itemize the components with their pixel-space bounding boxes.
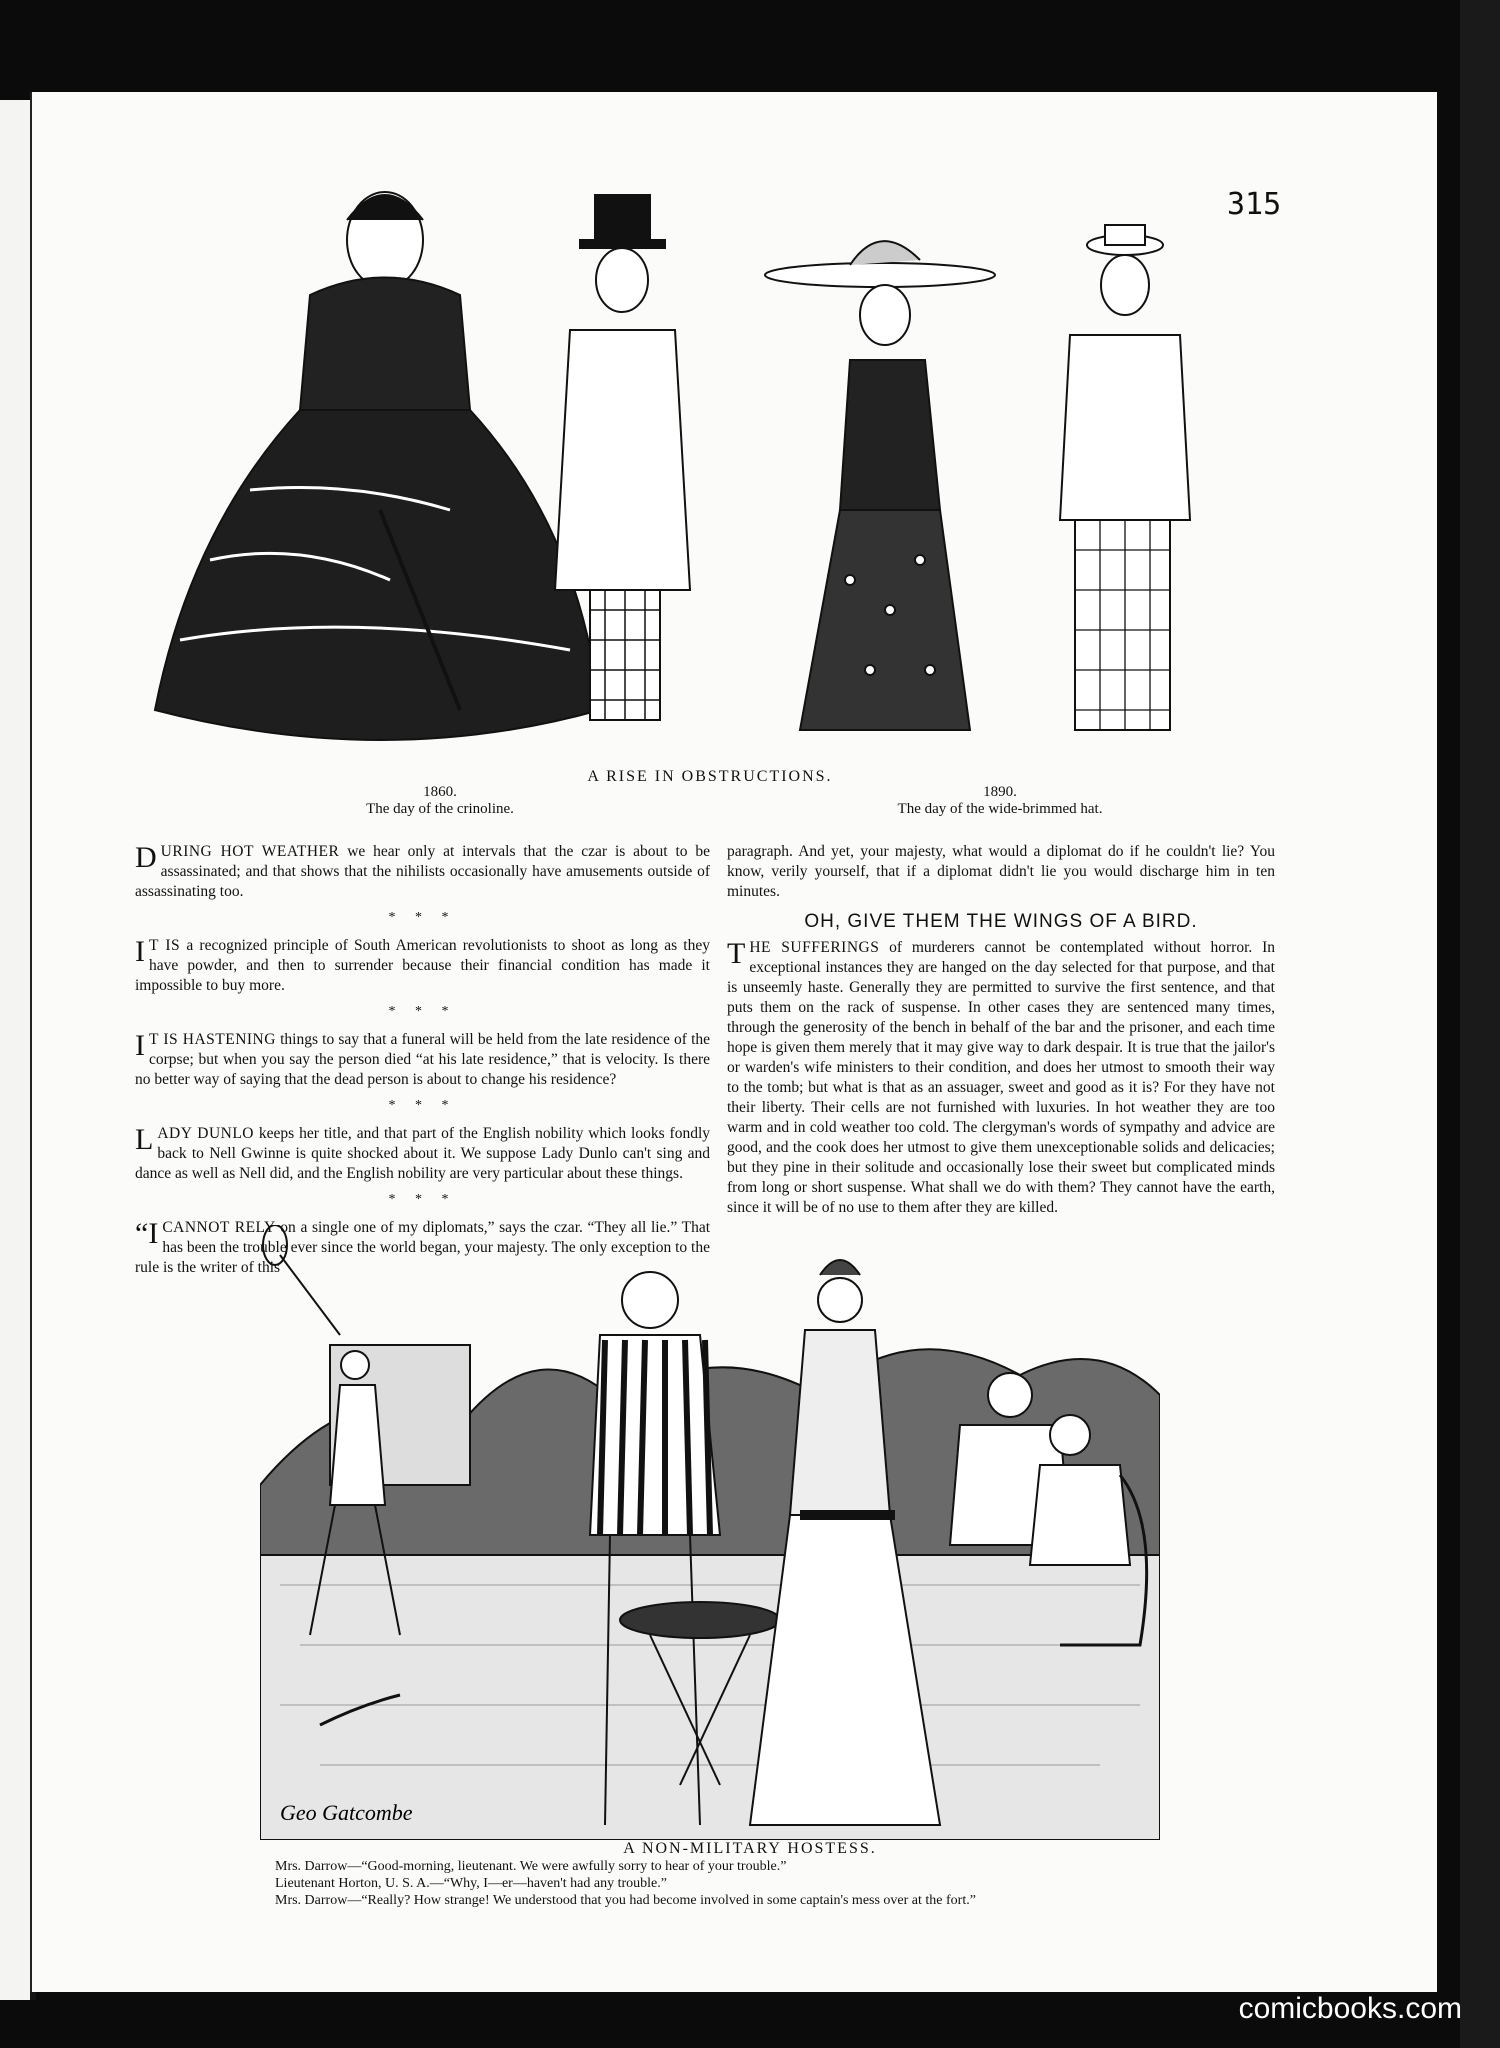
dropcap: I [135, 1029, 145, 1062]
separator: * * * [388, 1004, 457, 1019]
illustration-non-military-hostess [260, 1225, 1160, 1840]
dropcap: I [135, 935, 145, 968]
paragraph-text: things to say that a funeral will be held from the late residence of the corpse; but when you say the person died “at his late residence,” that is velocity. Is there no better way of saying that the dead person is about to change his residence? [135, 1031, 711, 1088]
paragraph-revolutionists [135, 936, 710, 996]
lead-caps: T IS HASTENING [149, 1031, 276, 1048]
paragraph-text: of murderers cannot be contemplated without horror. In exceptional instances they are hanged on the day selected for that purpose, and that is unseemly haste. Generally they are permitted to survive the first sentence, and that puts them on the rack of suspense. In other cases they are sentenced many times, through the generosity of the bench in behalf of the bar and the prisoner, and each time hope is given them merely that it may give way to dark despair. It is true that the jailor's or warden's wife ministers to their condition, and does her utmost to smooth their way to the tomb; but what is that as an assuager, sweet and good as it is? For they have not their liberty. Their cells are not furnished with luxuries. In hot weather they are too warm and in cold weather too cold. The clergyman's words of sympathy and advice are good, and the cook does her utmost to give them unexceptionable solids and delicacies; but they pine in their solitude and occasionally lose their sweet but complicated minds from long or short suspense. What shall we do with them? They cannot have the earth, since it will be of no use to them after they are killed. [727, 939, 1275, 1216]
lead-caps: HE SUFFERINGS [749, 939, 880, 956]
dialogue-line: Mrs. Darrow—“Good-morning, lieutenant. We were awfully sorry to hear of your trouble.” [275, 1859, 787, 1874]
text-column-left [135, 842, 710, 1284]
paragraph-text: a recognized principle of South American revolutionists to shoot as long as they have powder, and then to surrender because their financial condition has made it impossible to buy more. [135, 937, 710, 994]
paragraph-text: keeps her title, and that part of the English nobility which looks fondly back to Nell Gwinne is quite shocked about it. We suppose Lady Dunlo can't sing and dance as well as Nell did, and the English nobility are very particular about these things. [135, 1125, 711, 1182]
dropcap: L [135, 1123, 154, 1156]
caption-1860 [310, 784, 570, 818]
caption-1860-year: 1860. [423, 784, 457, 800]
lead-caps: T IS [149, 937, 181, 954]
lead-caps: ADY DUNLO [157, 1125, 254, 1142]
dropcap: “I [135, 1217, 159, 1250]
dropcap: T [727, 937, 746, 970]
separator: * * * [388, 1192, 457, 1207]
paragraph-czar-continued: paragraph. And yet, your majesty, what would a diplomat do if he couldn't lie? You know, verily yourself, that if a diplomat didn't lie you would discharge him in ten minutes. [727, 843, 1275, 900]
artist-signature: Geo Gatcombe [280, 1800, 413, 1825]
paragraph-text: we hear only at intervals that the czar is about to be assassinated; and that shows that the nihilists occasionally have amusements outside of assassinating too. [135, 843, 710, 900]
scan-border [1460, 0, 1500, 2048]
text-column-right [727, 842, 1275, 1224]
separator: * * * [388, 1098, 457, 1113]
dropcap: D [135, 841, 157, 874]
paragraph-murderers [727, 938, 1275, 1218]
caption-1860-text: The day of the crinoline. [366, 801, 514, 817]
paragraph-lady-dunlo [135, 1124, 710, 1184]
dialogue-line: Lieutenant Horton, U. S. A.—“Why, I—er—haven't had any trouble.” [275, 1876, 667, 1891]
watermark: comicbooks.com [1238, 1992, 1462, 2025]
article-heading: OH, GIVE THEM THE WINGS OF A BIRD. [804, 911, 1198, 932]
paragraph-hot-weather [135, 842, 710, 902]
caption-dialogue [275, 1858, 1175, 1909]
caption-1890 [850, 784, 1150, 818]
lead-caps: URING HOT WEATHER [160, 843, 340, 860]
illustration-title-bottom: A NON-MILITARY HOSTESS. [623, 1840, 877, 1857]
illustration-rise-in-obstructions [150, 110, 1240, 770]
separator: * * * [388, 910, 457, 925]
lead-caps: CANNOT RELY [162, 1219, 276, 1236]
dialogue-line: Mrs. Darrow—“Really? How strange! We understood that you had become involved in some captain's mess over at the fort.” [275, 1893, 976, 1908]
caption-1890-year: 1890. [983, 784, 1017, 800]
caption-1890-text: The day of the wide-brimmed hat. [897, 801, 1103, 817]
paragraph-text: on a single one of my diplomats,” says the czar. “They all lie.” That has been the trouble ever since the world began, your majesty. The only exception to the rule is the writer of this [135, 1219, 711, 1276]
paragraph-funeral [135, 1030, 710, 1090]
illustration-title-top: A RISE IN OBSTRUCTIONS. [587, 768, 833, 785]
page-number: 315 [1227, 187, 1282, 222]
